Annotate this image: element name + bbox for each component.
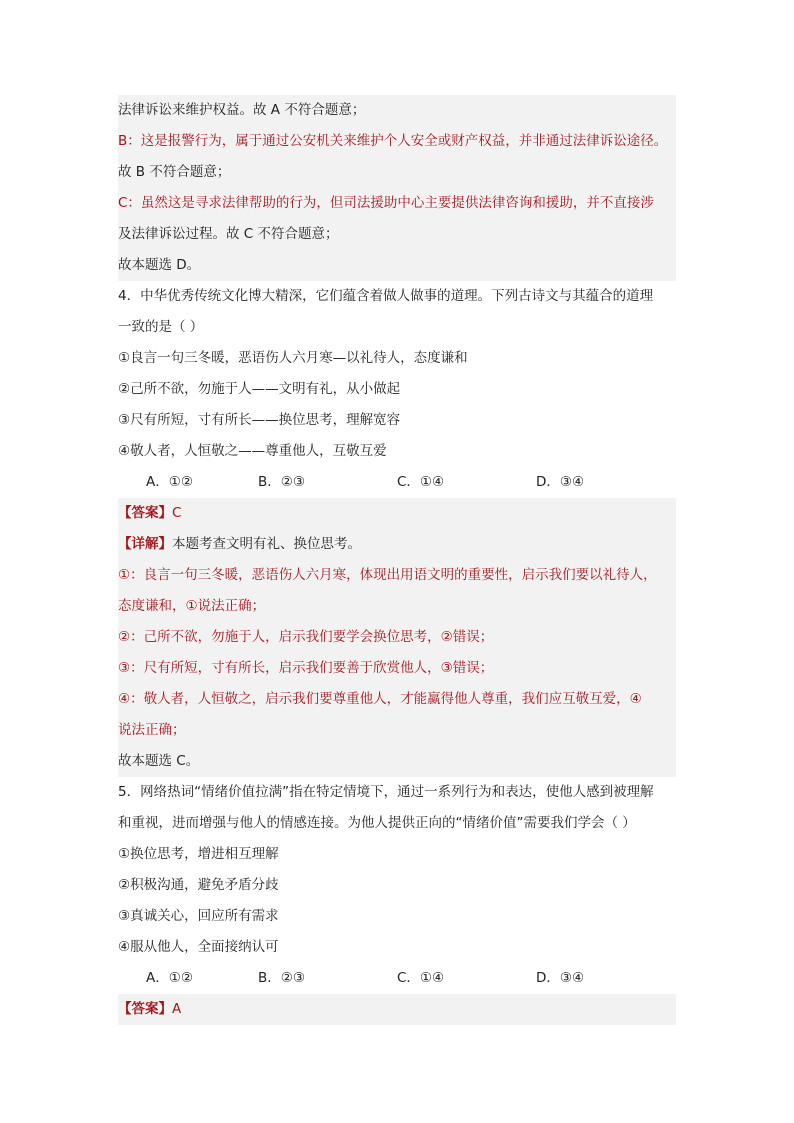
answer-label: 【答案】 <box>118 505 172 521</box>
question-5 <box>118 777 676 1025</box>
answer-line <box>118 994 676 1025</box>
answer-line <box>118 498 676 529</box>
question-stem: 一致的是（ ） <box>118 319 204 335</box>
statement-item: ①换位思考，增进相互理解 <box>118 846 279 862</box>
document-page <box>118 95 676 1025</box>
answer-value: A <box>172 1001 182 1017</box>
option-c: C．①④ <box>397 474 445 490</box>
statement-item: ④服从他人，全面接纳认可 <box>118 939 279 955</box>
answer-value: C <box>172 505 182 521</box>
option-b: B．②③ <box>258 474 305 490</box>
analysis-line: ②：己所不欲，勿施于人，启示我们要学会换位思考，②错误； <box>118 622 676 653</box>
analysis-line: 法律诉讼来维护权益。故 A 不符合题意； <box>118 95 676 126</box>
detail-text: 本题考查文明有礼、换位思考。 <box>172 536 361 552</box>
analysis-line: 故本题选 C。 <box>118 746 676 777</box>
question-stem: 和重视，进而增强与他人的情感连接。为他人提供正向的“情绪价值”需要我们学会（ ） <box>118 815 636 831</box>
analysis-line: 故 B 不符合题意； <box>118 157 676 188</box>
statement-item: ④敬人者，人恒敬之——尊重他人，互敬互爱 <box>118 443 387 459</box>
analysis-line: 态度谦和，①说法正确； <box>118 591 676 622</box>
option-a: A．①② <box>146 474 193 490</box>
option-d: D．③④ <box>536 474 585 490</box>
analysis-line: ④：敬人者，人恒敬之，启示我们要尊重他人，才能赢得他人尊重，我们应互敬互爱，④ <box>118 684 676 715</box>
analysis-line: ③：尺有所短，寸有所长，启示我们要善于欣赏他人，③错误； <box>118 653 676 684</box>
detail-line <box>118 529 676 560</box>
question-4 <box>118 281 676 777</box>
analysis-line: B：这是报警行为，属于通过公安机关来维护个人安全或财产权益，并非通过法律诉讼途径。 <box>118 126 676 157</box>
statement-item: ③尺有所短，寸有所长——换位思考，理解宽容 <box>118 412 401 428</box>
q3-analysis-tail <box>118 95 676 281</box>
analysis-line: C：虽然这是寻求法律帮助的行为，但司法援助中心主要提供法律咨询和援助，并不直接涉 <box>118 188 676 219</box>
statement-item: ③真诚关心，回应所有需求 <box>118 908 279 924</box>
option-d: D．③④ <box>536 970 585 986</box>
analysis-line: 故本题选 D。 <box>118 250 676 281</box>
answer-options <box>118 467 676 498</box>
statement-item: ①良言一句三冬暖，恶语伤人六月寒—以礼待人，态度谦和 <box>118 350 468 366</box>
question-stem: 4．中华优秀传统文化博大精深，它们蕴含着做人做事的道理。下列古诗文与其蕴合的道理 <box>118 288 654 304</box>
question-stem: 5．网络热词“情绪价值拉满”指在特定情境下，通过一系列行为和表达，使他人感到被理解 <box>118 784 654 800</box>
statement-item: ②积极沟通，避免矛盾分歧 <box>118 877 279 893</box>
option-a: A．①② <box>146 970 193 986</box>
option-b: B．②③ <box>258 970 305 986</box>
option-c: C．①④ <box>397 970 445 986</box>
statement-item: ②己所不欲，勿施于人——文明有礼，从小做起 <box>118 381 401 397</box>
detail-label: 【详解】 <box>118 536 172 552</box>
analysis-line: 及法律诉讼过程。故 C 不符合题意； <box>118 219 676 250</box>
answer-label: 【答案】 <box>118 1001 172 1017</box>
analysis-line: 说法正确； <box>118 715 676 746</box>
answer-options <box>118 963 676 994</box>
analysis-line: ①：良言一句三冬暖，恶语伤人六月寒，体现出用语文明的重要性，启示我们要以礼待人， <box>118 560 676 591</box>
